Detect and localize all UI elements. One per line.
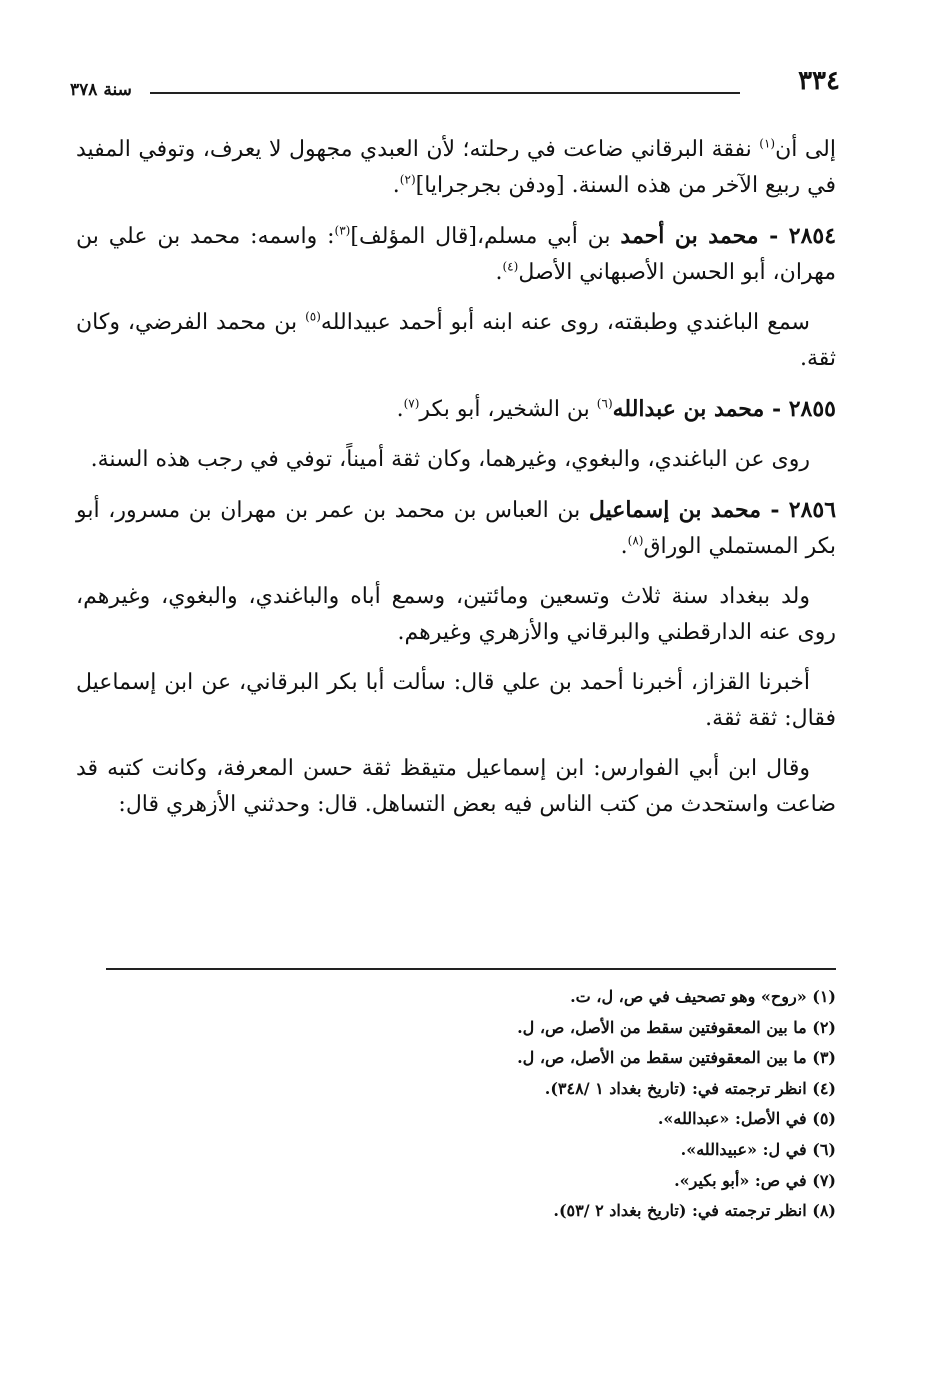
text-span: . [396, 397, 404, 422]
text-span: سمع الباغندي وطبقته، روى عنه ابنه أبو أحمد عبيدالله [320, 310, 810, 335]
footnotes-list [106, 982, 836, 1227]
header-rule [150, 92, 740, 94]
paragraph-1 [76, 132, 836, 204]
text-span: بن العباس بن محمد بن عمر بن مهران بن مسرور، أبو بكر المستملي الوراق [76, 498, 836, 559]
footnote-4: (٤) انظر ترجمته في: (تاريخ بغداد ١ /٣٤٨). [544, 1078, 836, 1098]
entry-name: محمد بن إسماعيل [588, 497, 762, 523]
page-number: ٣٣٤ [798, 66, 840, 96]
footnote-7: (٧) في ص: «أبو بكير». [674, 1170, 836, 1190]
footnote-8: (٨) انظر ترجمته في: (تاريخ بغداد ٢ /٥٣). [553, 1201, 836, 1221]
text-span: . [495, 260, 503, 285]
entry-name: محمد بن أحمد [620, 223, 759, 249]
footnote-ref-1: (١) [759, 136, 776, 151]
footnote-ref-5: (٥) [305, 309, 321, 324]
entry-2856 [76, 492, 836, 565]
year-label: سنة ٣٧٨ [70, 80, 132, 100]
text-span: نفقة البرقاني ضاعت في رحلته؛ لأن العبدي مجهول لا يعرف، وتوفي المفيد في ربيع الآخر من هذه السنة. [ودفن بجرجرايا] [76, 137, 836, 198]
entry-number: ٢٨٥٦ - [761, 497, 837, 523]
footnote-ref-6: (٦) [596, 396, 613, 411]
paragraph-7: ولد ببغداد سنة ثلاث وتسعين ومائتين، وسمع أباه والباغندي، والبغوي، وغيرهم، روى عنه الدارقطني والبرقاني والأزهري وغيرهم. [76, 584, 836, 645]
footnote-3: (٣) ما بين المعقوفتين سقط من الأصل، ص، ل. [517, 1048, 836, 1068]
paragraph-9: وقال ابن أبي الفوارس: ابن إسماعيل متيقظ ثقة حسن المعرفة، وكانت كتبه قد ضاعت واستحدث من كتب الناس فيه بعض التساهل. قال: وحدثني الأزهري قال: [76, 756, 836, 817]
text-span: . [392, 173, 400, 198]
text-span: . [620, 534, 628, 559]
footnote-ref-7: (٧) [403, 396, 420, 411]
text-span: بن الشخير، أبو بكر [419, 397, 597, 422]
footnote-2: (٢) ما بين المعقوفتين سقط من الأصل، ص، ل. [517, 1017, 836, 1037]
footnote-ref-8: (٨) [627, 533, 644, 548]
text-span: بن محمد الفرضي، وكان ثقة. [76, 310, 836, 371]
paragraph-5: روى عن الباغندي، والبغوي، وغيرهما، وكان ثقة أميناً، توفي في رجب هذه السنة. [90, 447, 810, 472]
paragraph-8: أخبرنا القزاز، أخبرنا أحمد بن علي قال: سألت أبا بكر البرقاني، عن ابن إسماعيل فقال: ثقة ثقة. [76, 670, 836, 731]
footnote-1: (١) «روح» وهو تصحيف في ص، ل، ت. [570, 987, 836, 1006]
entry-name: محمد بن عبدالله [612, 396, 765, 422]
entry-2854 [76, 218, 836, 291]
footnote-rule [106, 968, 836, 970]
running-header [70, 66, 840, 106]
footnote-5: (٥) في الأصل: «عبدالله». [657, 1109, 836, 1129]
text-span: إلى أن [775, 137, 836, 162]
main-text [76, 132, 836, 837]
entry-number: ٢٨٥٥ - [764, 396, 836, 422]
text-span: : واسمه: محمد بن علي بن مهران، أبو الحسن الأصبهاني الأصل [76, 224, 836, 285]
footnote-ref-3: (٣) [334, 223, 351, 238]
entry-number: ٢٨٥٤ - [758, 223, 837, 249]
entry-2855 [76, 391, 836, 428]
paragraph-3 [76, 305, 836, 377]
text-span: بن أبي مسلم،[قال المؤلف] [350, 224, 621, 249]
footnote-ref-2: (٢) [399, 172, 416, 187]
footnote-ref-4: (٤) [502, 259, 519, 274]
footnote-6: (٦) في ل: «عبيدالله». [680, 1139, 836, 1159]
